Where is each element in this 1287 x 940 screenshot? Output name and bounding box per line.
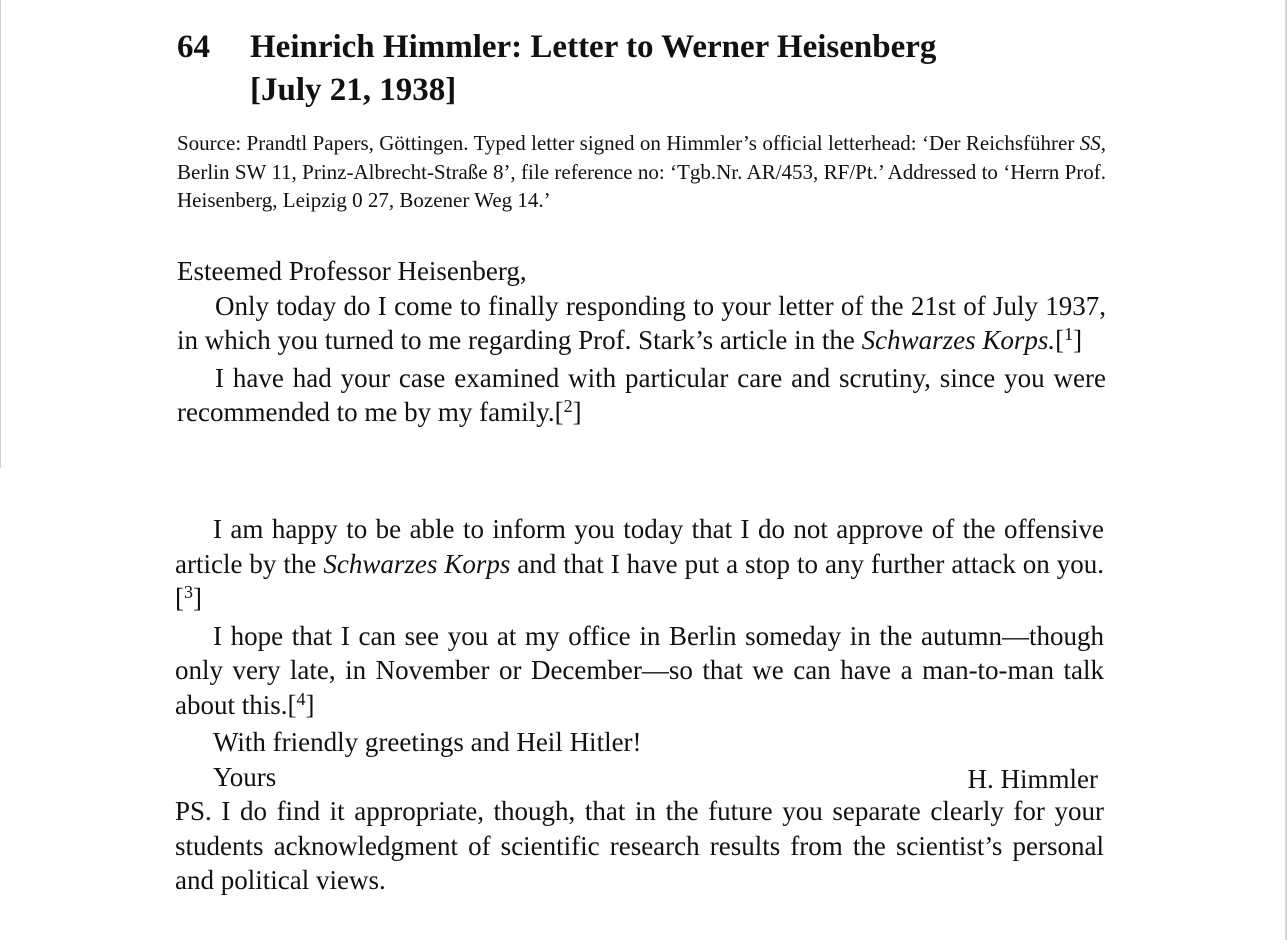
footnote-bracket: ] [572,397,582,427]
letter-body-page-1 [177,254,1106,433]
footnote-ref-1[interactable]: 1 [1064,324,1074,344]
paragraph-3-text-a: I am happy to be able to inform you today that I do not approve of the offensive article by the [175,514,1104,579]
paragraph-2-text: I have had your case examined with particular care and scrutiny, since you were recommended to me by my family. [177,362,1106,427]
paragraph-4-text: I hope that I can see you at my office in Berlin someday in the autumn—though only very late, in November or December—so that we can have a man-to-man talk about this. [175,620,1104,720]
source-note [177,129,1106,215]
page-left-edge [0,0,1,468]
source-text-1: Source: Prandtl Papers, Göttingen. Typed letter signed on Himmler’s official letterhead: ‘Der Reichsführer [177,131,1080,155]
salutation: Esteemed Professor Heisenberg, [177,256,527,286]
paragraph-3-text-b: and that I have put a stop to any further attack on you. [510,548,1104,579]
paragraph-3 [175,512,1104,619]
signer-name: H. Himmler [967,763,1098,794]
footnote-ref-4[interactable]: 4 [296,688,306,709]
source-text-2: , Berlin SW 11, Prinz-Albrecht-Straße 8’, file reference no: ‘Tgb.Nr. AR/453, RF/Pt.’ Addressed to ‘Herrn Prof. Heisenberg, Leipzig 0 27, Bozener Weg 14.’ [177,131,1106,212]
footnote-bracket: [ [1055,325,1065,355]
footnote-bracket: [ [287,689,297,720]
paragraph-1-text: Only today do I come to finally responding to your letter of the 21st of July 1937, in which you turned to me regarding Prof. Stark’s article in the [177,290,1106,355]
closing-line: With friendly greetings and Heil Hitler! [213,727,642,757]
paragraph-2 [177,361,1106,433]
document-title [250,26,1070,112]
footnote-ref-3[interactable]: 3 [184,582,193,602]
paragraph-1 [177,289,1106,361]
footnote-ref-2[interactable]: 2 [563,396,573,416]
document-title-line-1: Heinrich Himmler: Letter to Werner Heisenberg [250,29,937,65]
signature-line [175,760,1104,795]
paragraph-3-italic: Schwarzes Korps [323,548,511,579]
document-title-line-2: [July 21, 1938] [250,72,457,108]
footnote-bracket: ] [305,689,315,720]
yours-text: Yours [213,761,277,792]
postscript: PS. I do find it appropriate, though, that in the future you separate clearly for your students acknowledgment of scientific research results from the scientist’s personal and political views. [175,796,1104,895]
letter-body-page-2 [175,512,1104,898]
footnote-bracket: ] [1073,325,1083,355]
paragraph-4 [175,619,1104,726]
footnote-bracket: [ [554,397,564,427]
document-number: 64 [177,29,210,65]
source-text-italic: SS [1079,131,1101,155]
paragraph-1-italic: Schwarzes Korps. [861,325,1056,355]
footnote-bracket: [ [175,583,184,613]
footnote-bracket: ] [193,583,202,613]
